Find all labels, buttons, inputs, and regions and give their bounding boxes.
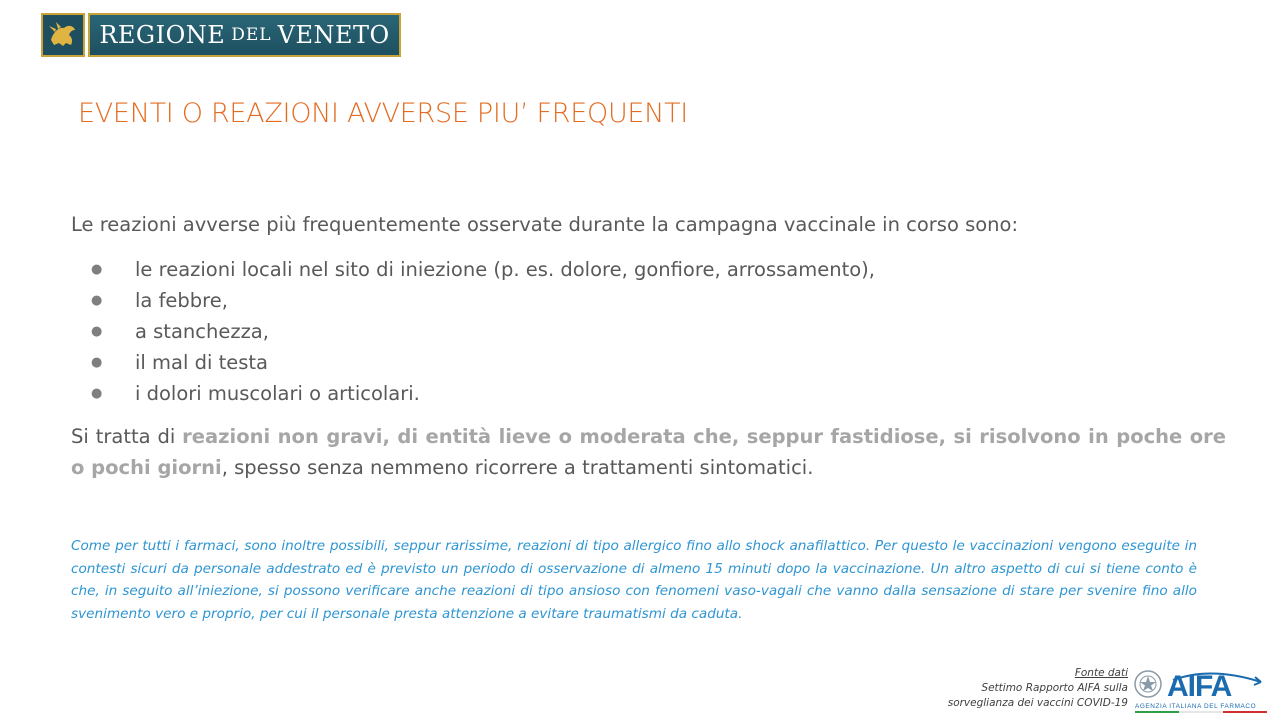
logo-text-right: VENETO: [277, 21, 390, 49]
aifa-subtitle: AGENZIA ITALIANA DEL FARMACO: [1135, 703, 1257, 710]
source-line-2: sorveglianza dei vaccini COVID-19: [947, 697, 1128, 709]
list-item: [71, 316, 875, 347]
list-item-text: le reazioni locali nel sito di iniezione (p. es. dolore, gonfiore, arrossamento),: [135, 258, 875, 281]
source-line-1: Settimo Rapporto AIFA sulla: [981, 682, 1128, 694]
lion-emblem-icon: [41, 13, 85, 57]
bullet-icon: ●: [91, 355, 103, 370]
list-item-text: i dolori muscolari o articolari.: [135, 382, 420, 405]
allergy-note: Come per tutti i farmaci, sono inoltre possibili, seppur rarissime, reazioni di tipo allergico fino allo shock anafilattico. Per questo le vaccinazioni vengono eseguite in contesti sicuri da personale addestrato ed è previsto un periodo di osservazione di almeno 15 minuti dopo la vaccinazione. Un altro aspetto di cui si tiene conto è che, in seguito all’iniezione, si possono verificare anche reazioni di tipo ansioso con fenomeni vaso-vagali che vanno dalla sensazione di stare per svenire fino allo svenimento vero e proprio, per cui il personale presta attenzione a evitare traumatismi da caduta.: [71, 538, 1197, 622]
reactions-list: [71, 254, 875, 409]
aifa-logo: [1133, 664, 1269, 714]
list-item: [71, 347, 875, 378]
summary-after: , spesso senza nemmeno ricorrere a trattamenti sintomatici.: [221, 456, 814, 479]
logo-text-left: REGIONE: [99, 21, 226, 49]
bullet-icon: ●: [91, 293, 103, 308]
list-item-text: il mal di testa: [135, 351, 268, 374]
summary-highlight: reazioni non gravi, di entità lieve o moderata che, seppur fastidiose, si risolvono in poche ore o pochi giorni: [71, 425, 1226, 479]
logo-text-small: DEL: [231, 25, 272, 45]
italian-emblem-icon: [1135, 671, 1161, 697]
regione-veneto-logo: [41, 13, 401, 57]
summary-before: Si tratta di: [71, 425, 183, 448]
list-item: [71, 254, 875, 285]
source-heading: Fonte dati: [1074, 667, 1128, 679]
list-item-text: a stanchezza,: [135, 320, 269, 343]
logo-banner: [88, 13, 401, 57]
bullet-icon: ●: [91, 386, 103, 401]
list-item: [71, 378, 875, 409]
list-item-text: la febbre,: [135, 289, 228, 312]
bullet-icon: ●: [91, 324, 103, 339]
source-citation: [948, 666, 1128, 711]
bullet-icon: ●: [91, 262, 103, 277]
list-item: [71, 285, 875, 316]
intro-text: Le reazioni avverse più frequentemente osservate durante la campagna vaccinale in corso sono:: [71, 213, 1019, 236]
aifa-name: AIFA: [1167, 670, 1232, 703]
slide-title: EVENTI O REAZIONI AVVERSE PIU’ FREQUENTI: [78, 98, 688, 129]
summary-paragraph: [71, 421, 1226, 483]
